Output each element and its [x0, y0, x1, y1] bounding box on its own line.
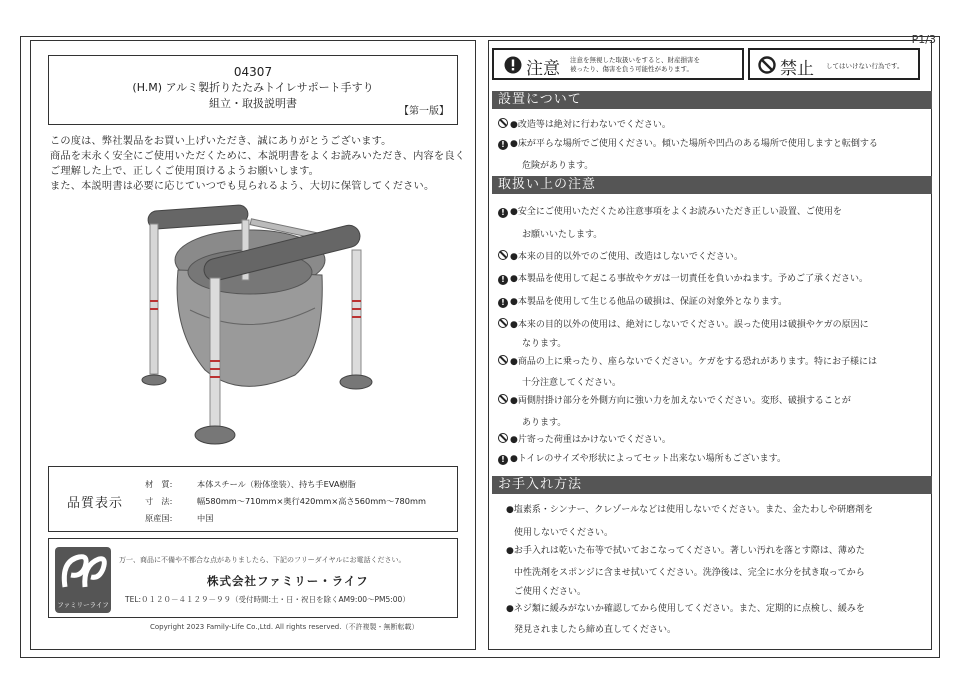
warning-icon	[504, 56, 522, 74]
quality-key: 寸 法:	[145, 496, 173, 506]
item-text: ●安全にご使用いただくため注意事項をよくお読みいただき正しい設置、ご使用を	[510, 207, 842, 217]
item-continuation: お願いいたします。	[522, 230, 603, 240]
prohibit-icon	[498, 433, 508, 443]
list-item	[498, 118, 671, 131]
item-text: ●本製品を使用して起こる事故やケガは一切責任を負いかねます。予めご了承ください。	[510, 274, 868, 284]
caution-legend	[492, 48, 744, 80]
caution-text	[570, 56, 700, 74]
list-item	[498, 394, 851, 407]
company-name: 株式会社ファミリー・ライフ	[207, 574, 369, 588]
list-item	[498, 453, 786, 465]
caution-line: 被ったり、傷害を負う可能性があります。	[570, 65, 693, 73]
product-code: 04307	[233, 65, 273, 79]
warning-icon: !	[498, 140, 508, 150]
list-item	[498, 273, 868, 285]
prohibit-icon	[498, 394, 508, 404]
copyright: Copyright 2023 Family-Life Co.,Ltd. All rights reserved.（不許複製・無断転載）	[150, 623, 419, 631]
company-box	[48, 538, 458, 618]
prohibit-legend	[748, 48, 920, 80]
quality-row	[145, 513, 213, 524]
item-continuation: 中性洗剤をスポンジに含ませ拭いてください。洗浄後は、完全に水分を拭き取ってから	[514, 568, 865, 578]
page-number: P1/3	[911, 33, 936, 46]
list-item: ●お手入れは乾いた布等で拭いておこなってください。著しい汚れを落とす際は、薄めた	[506, 546, 865, 556]
intro-line: ご理解した上で、正しくご使用頂けるようお願いします。	[50, 166, 320, 177]
intro-line: また、本説明書は必要に応じていつでも見られるよう、大切に保管してください。	[50, 181, 435, 192]
intro-line: この度は、弊社製品をお買い上げいただき、誠にありがとうございます。	[50, 136, 392, 147]
document-type: 組立・取扱説明書	[209, 97, 297, 110]
section-title-care: お手入れ方法	[492, 476, 932, 494]
edition-label: 【第一版】	[399, 106, 449, 117]
item-text: ●両側肘掛け部分を外側方向に強い力を加えないでください。変形、破損することが	[510, 396, 851, 406]
list-item	[498, 296, 787, 308]
product-name: (H.M) アルミ製折りたたみトイレサポート手すり	[132, 81, 374, 94]
prohibit-title: 禁止	[780, 59, 814, 79]
list-item	[498, 138, 878, 150]
prohibit-icon	[498, 250, 508, 260]
company-tel: TEL:０１２０－４１２９－９９（受付時間:土・日・祝日を除くAM9:00〜PM5:00）	[125, 595, 410, 604]
prohibit-icon	[498, 355, 508, 365]
title-box	[48, 55, 458, 125]
quality-row	[145, 479, 356, 490]
product-illustration	[130, 200, 380, 455]
item-text: ●床が平らな場所でご使用ください。傾いた場所や凹凸のある場所で使用しますと転倒する	[510, 139, 878, 149]
intro-line: 商品を末永く安全にご使用いただくために、本説明書をよくお読みいただき、内容を良く	[50, 151, 466, 162]
quality-row	[145, 496, 426, 507]
item-continuation: 十分注意してください。	[522, 378, 622, 388]
quality-value: 幅580mm〜710mm×奥行420mm×高さ560mm〜780mm	[197, 496, 426, 506]
company-logo	[55, 547, 111, 613]
list-item: ●ネジ類に緩みがないか確認してから使用してください。また、定期的に点検し、緩みを	[506, 604, 865, 614]
caution-line: 注意を無視した取扱いをすると、財産損害を	[570, 56, 700, 64]
item-text: ●本来の目的以外の使用は、絶対にしないでください。誤った使用は破損やケガの原因に	[510, 320, 869, 330]
prohibit-icon	[758, 56, 776, 74]
item-continuation: 危険があります。	[522, 161, 594, 171]
quality-value: 本体スチール（粉体塗装）、持ち手EVA樹脂	[197, 479, 356, 489]
quality-key: 材 質:	[145, 479, 173, 489]
item-text: ●本製品を使用して生じる他品の破損は、保証の対象外となります。	[510, 297, 788, 307]
item-text: ●改造等は絶対に行わないでください。	[510, 120, 671, 130]
list-item	[498, 250, 743, 263]
item-continuation: ご使用ください。	[514, 587, 587, 597]
list-item	[498, 318, 869, 331]
prohibit-icon	[498, 318, 508, 328]
item-continuation: あります。	[522, 418, 567, 428]
quality-key: 原産国:	[145, 513, 173, 523]
caution-title: 注意	[526, 59, 560, 79]
prohibit-icon	[498, 118, 508, 128]
quality-label-box	[48, 466, 458, 532]
prohibit-text: してはいけない行為です。	[826, 62, 904, 70]
warning-icon: !	[498, 298, 508, 308]
list-item	[498, 355, 877, 368]
list-item: ●塩素系・シンナー、クレゾールなどは使用しないでください。また、金たわしや研磨剤を	[506, 505, 874, 515]
list-item	[498, 433, 671, 446]
warning-icon: !	[498, 275, 508, 285]
item-text: ●本来の目的以外でのご使用、改造はしないでください。	[510, 252, 743, 262]
section-title-handling: 取扱い上の注意	[492, 176, 932, 194]
item-continuation: 発見されましたら締め直してください。	[514, 625, 677, 635]
intro-text	[50, 134, 470, 194]
item-continuation: 使用しないでください。	[514, 528, 614, 538]
logo-mark-icon	[55, 547, 111, 597]
item-continuation: なります。	[522, 339, 567, 349]
quality-value: 中国	[197, 513, 214, 523]
section-title-install: 設置について	[492, 91, 932, 109]
list-item	[498, 206, 842, 218]
item-text: ●トイレのサイズや形状によってセット出来ない場所もございます。	[510, 454, 786, 464]
item-text: ●片寄った荷重はかけないでください。	[510, 435, 671, 445]
item-text: ●商品の上に乗ったり、座らないでください。ケガをする恐れがあります。特にお子様には	[510, 357, 877, 367]
warning-icon: !	[498, 455, 508, 465]
warning-icon: !	[498, 208, 508, 218]
quality-title: 品質表示	[67, 496, 124, 511]
company-note: 万一、商品に不備や不都合な点がありましたら、下記のフリーダイヤルにお電話ください。	[119, 556, 406, 564]
logo-text: ファミリーライフ	[57, 601, 109, 609]
